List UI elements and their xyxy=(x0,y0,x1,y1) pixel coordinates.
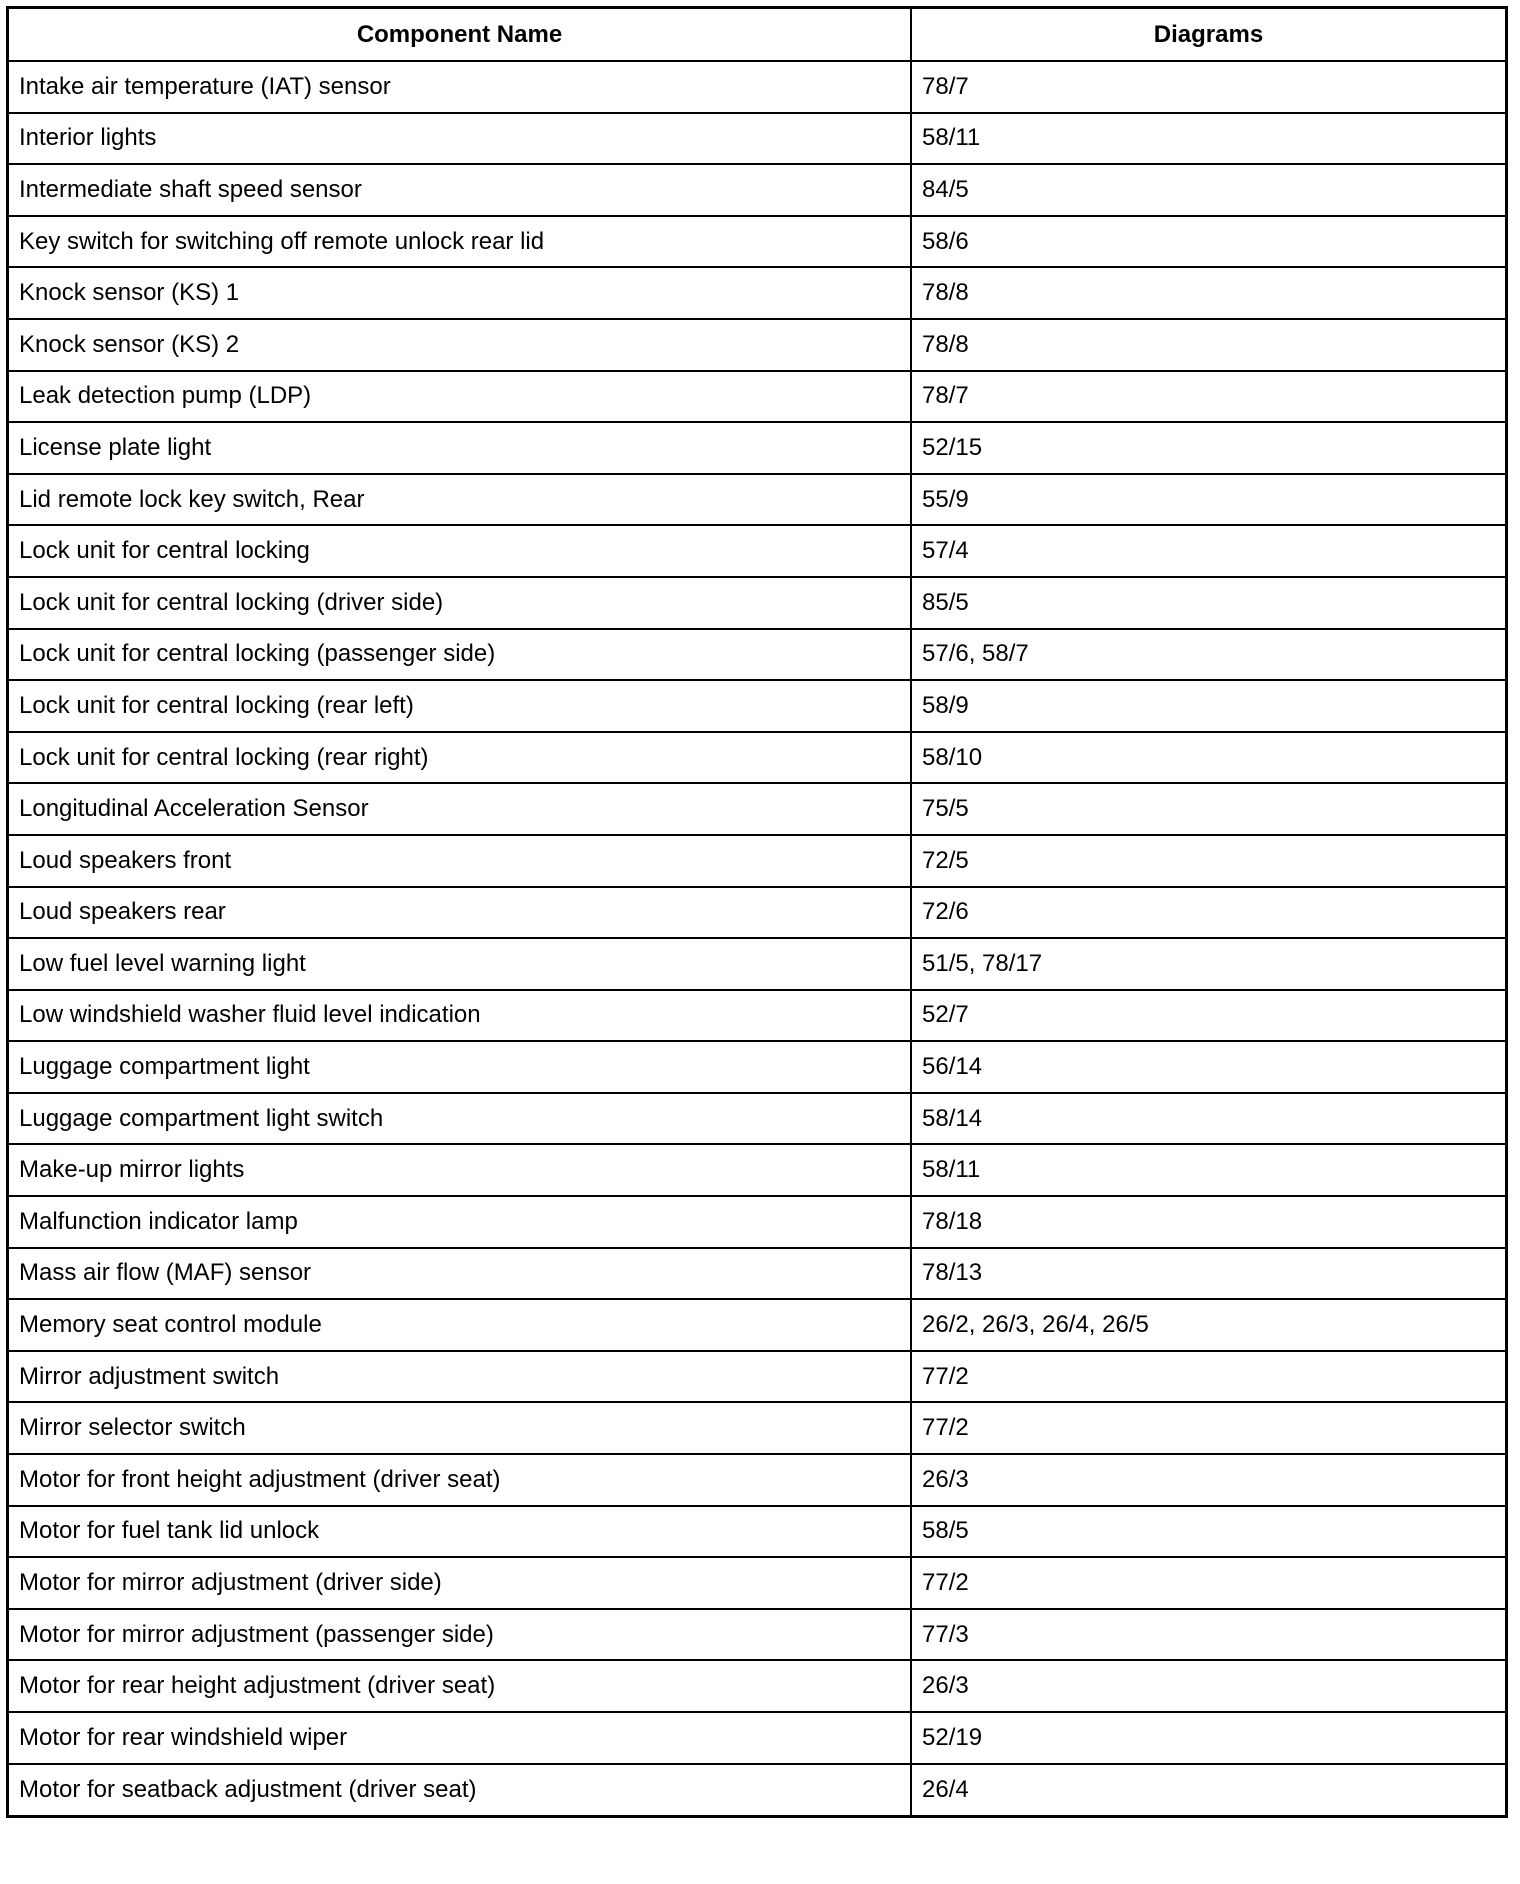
table-row xyxy=(9,216,1505,268)
diagrams-cell: 26/3 xyxy=(911,1660,1505,1712)
table-row xyxy=(9,938,1505,990)
component-name-cell: Lock unit for central locking xyxy=(9,525,911,577)
diagrams-cell: 72/6 xyxy=(911,887,1505,939)
component-name-cell: Mirror selector switch xyxy=(9,1402,911,1454)
header-component-name: Component Name xyxy=(9,9,911,61)
table-row xyxy=(9,1196,1505,1248)
diagrams-cell: 78/7 xyxy=(911,61,1505,113)
component-name-cell: Motor for rear windshield wiper xyxy=(9,1712,911,1764)
table-row xyxy=(9,113,1505,165)
component-name-cell: Motor for seatback adjustment (driver seat) xyxy=(9,1764,911,1816)
component-name-cell: Lock unit for central locking (rear right) xyxy=(9,732,911,784)
component-name-cell: Lid remote lock key switch, Rear xyxy=(9,474,911,526)
component-name-cell: Knock sensor (KS) 2 xyxy=(9,319,911,371)
diagrams-cell: 78/8 xyxy=(911,267,1505,319)
component-name-cell: Interior lights xyxy=(9,113,911,165)
table-row xyxy=(9,474,1505,526)
diagrams-cell: 58/9 xyxy=(911,680,1505,732)
table-row xyxy=(9,835,1505,887)
component-name-cell: Intermediate shaft speed sensor xyxy=(9,164,911,216)
component-name-cell: Key switch for switching off remote unlock rear lid xyxy=(9,216,911,268)
diagrams-cell: 26/2, 26/3, 26/4, 26/5 xyxy=(911,1299,1505,1351)
component-name-cell: Longitudinal Acceleration Sensor xyxy=(9,783,911,835)
diagrams-cell: 58/11 xyxy=(911,1144,1505,1196)
table-row xyxy=(9,1764,1505,1816)
table-row xyxy=(9,1093,1505,1145)
table-row xyxy=(9,629,1505,681)
component-name-cell: Mass air flow (MAF) sensor xyxy=(9,1248,911,1300)
diagrams-cell: 26/4 xyxy=(911,1764,1505,1816)
table-row xyxy=(9,422,1505,474)
diagrams-cell: 57/6, 58/7 xyxy=(911,629,1505,681)
table-row xyxy=(9,1041,1505,1093)
diagrams-cell: 84/5 xyxy=(911,164,1505,216)
component-name-cell: Mirror adjustment switch xyxy=(9,1351,911,1403)
component-name-cell: Memory seat control module xyxy=(9,1299,911,1351)
diagrams-cell: 78/7 xyxy=(911,371,1505,423)
component-name-cell: Motor for fuel tank lid unlock xyxy=(9,1506,911,1558)
diagrams-cell: 55/9 xyxy=(911,474,1505,526)
component-name-cell: Malfunction indicator lamp xyxy=(9,1196,911,1248)
component-name-cell: Lock unit for central locking (passenger side) xyxy=(9,629,911,681)
table-row xyxy=(9,732,1505,784)
diagrams-cell: 85/5 xyxy=(911,577,1505,629)
table-row xyxy=(9,1660,1505,1712)
component-name-cell: Lock unit for central locking (rear left) xyxy=(9,680,911,732)
table-row xyxy=(9,1402,1505,1454)
diagrams-cell: 78/8 xyxy=(911,319,1505,371)
table-header-row xyxy=(9,9,1505,61)
table-row xyxy=(9,164,1505,216)
diagrams-cell: 52/19 xyxy=(911,1712,1505,1764)
component-name-cell: Luggage compartment light xyxy=(9,1041,911,1093)
diagrams-cell: 78/18 xyxy=(911,1196,1505,1248)
diagrams-cell: 77/2 xyxy=(911,1402,1505,1454)
table-row xyxy=(9,1248,1505,1300)
diagrams-cell: 58/5 xyxy=(911,1506,1505,1558)
component-name-cell: Luggage compartment light switch xyxy=(9,1093,911,1145)
table-row xyxy=(9,371,1505,423)
component-name-cell: Low fuel level warning light xyxy=(9,938,911,990)
table-row xyxy=(9,1609,1505,1661)
table-row xyxy=(9,1351,1505,1403)
diagrams-cell: 58/14 xyxy=(911,1093,1505,1145)
table-body xyxy=(9,61,1505,1815)
table-row xyxy=(9,1557,1505,1609)
diagrams-cell: 58/10 xyxy=(911,732,1505,784)
diagrams-cell: 52/15 xyxy=(911,422,1505,474)
component-name-cell: Knock sensor (KS) 1 xyxy=(9,267,911,319)
diagrams-cell: 56/14 xyxy=(911,1041,1505,1093)
component-name-cell: Leak detection pump (LDP) xyxy=(9,371,911,423)
table-row xyxy=(9,577,1505,629)
header-diagrams: Diagrams xyxy=(911,9,1505,61)
table-row xyxy=(9,1299,1505,1351)
diagrams-cell: 57/4 xyxy=(911,525,1505,577)
table-row xyxy=(9,525,1505,577)
table-row xyxy=(9,61,1505,113)
component-name-cell: Intake air temperature (IAT) sensor xyxy=(9,61,911,113)
diagrams-cell: 58/11 xyxy=(911,113,1505,165)
component-name-cell: Lock unit for central locking (driver side) xyxy=(9,577,911,629)
component-name-cell: License plate light xyxy=(9,422,911,474)
diagrams-cell: 77/2 xyxy=(911,1557,1505,1609)
diagrams-cell: 72/5 xyxy=(911,835,1505,887)
table-row xyxy=(9,990,1505,1042)
component-name-cell: Make-up mirror lights xyxy=(9,1144,911,1196)
table-row xyxy=(9,1712,1505,1764)
component-name-cell: Motor for mirror adjustment (driver side) xyxy=(9,1557,911,1609)
table-row xyxy=(9,1506,1505,1558)
table-row xyxy=(9,1454,1505,1506)
component-name-cell: Loud speakers rear xyxy=(9,887,911,939)
table-row xyxy=(9,267,1505,319)
diagrams-cell: 26/3 xyxy=(911,1454,1505,1506)
table-row xyxy=(9,887,1505,939)
table-row xyxy=(9,319,1505,371)
diagrams-cell: 51/5, 78/17 xyxy=(911,938,1505,990)
component-table xyxy=(9,9,1505,1815)
diagrams-cell: 52/7 xyxy=(911,990,1505,1042)
table-row xyxy=(9,783,1505,835)
diagrams-cell: 77/3 xyxy=(911,1609,1505,1661)
component-name-cell: Low windshield washer fluid level indication xyxy=(9,990,911,1042)
component-name-cell: Loud speakers front xyxy=(9,835,911,887)
table-row xyxy=(9,1144,1505,1196)
component-name-cell: Motor for mirror adjustment (passenger side) xyxy=(9,1609,911,1661)
table-row xyxy=(9,680,1505,732)
component-table-container xyxy=(6,6,1508,1818)
component-name-cell: Motor for rear height adjustment (driver seat) xyxy=(9,1660,911,1712)
diagrams-cell: 78/13 xyxy=(911,1248,1505,1300)
component-name-cell: Motor for front height adjustment (driver seat) xyxy=(9,1454,911,1506)
diagrams-cell: 58/6 xyxy=(911,216,1505,268)
diagrams-cell: 75/5 xyxy=(911,783,1505,835)
diagrams-cell: 77/2 xyxy=(911,1351,1505,1403)
